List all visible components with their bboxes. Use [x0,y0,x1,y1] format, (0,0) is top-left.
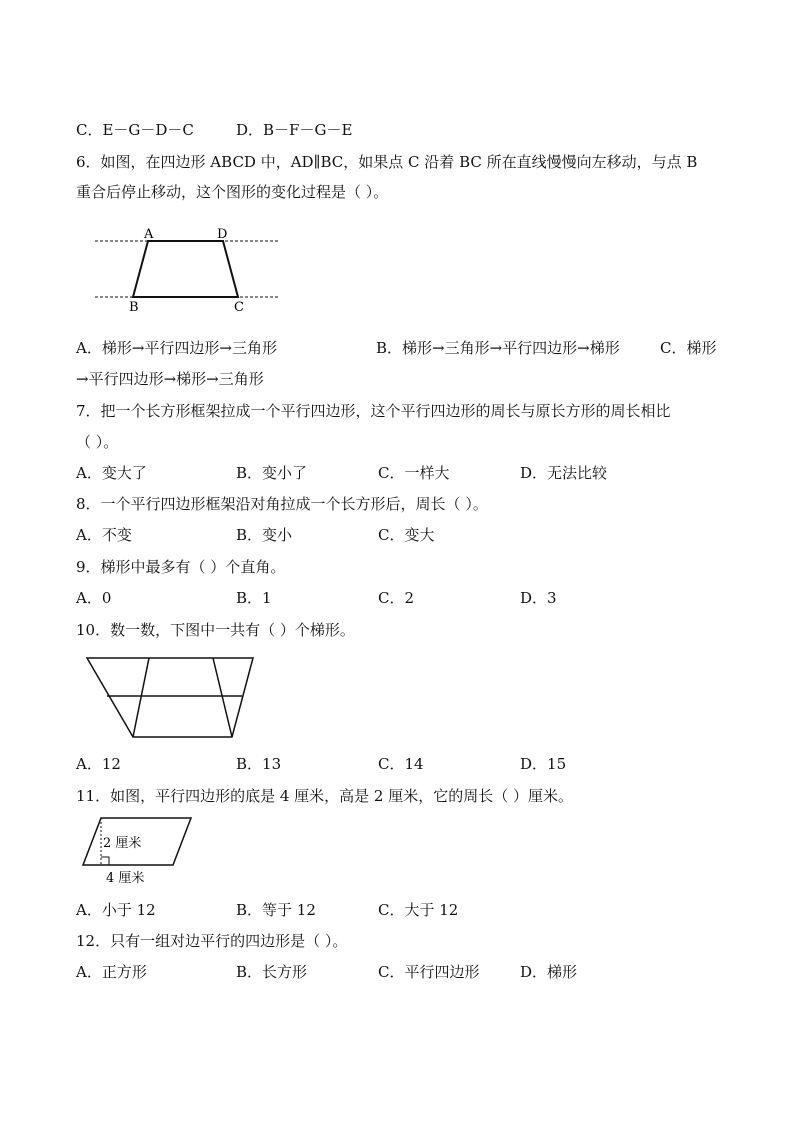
q10-option-b[interactable]: B．13 [236,755,282,773]
q5-option-d[interactable]: D．B－F－G－E [236,121,353,139]
q6-question-line1: 6．如图，在四边形 ABCD 中，AD∥BC，如果点 C 沿着 BC 所在直线慢慢向左移动，与点 B [76,153,698,171]
q12-question: 12．只有一组对边平行的四边形是（ ）。 [76,932,348,950]
q6-trapezoid-figure [90,225,290,315]
q12-option-a[interactable]: A．正方形 [76,963,147,981]
q7-option-c[interactable]: C．一样大 [378,464,450,482]
q9-option-c[interactable]: C．2 [378,589,415,607]
q6-question-line2: 重合后停止移动，这个图形的变化过程是（ ）。 [76,183,389,201]
q10-outer-trapezoid [87,658,253,737]
q6-option-a[interactable]: A．梯形→平行四边形→三角形 [76,339,277,357]
q7-option-a[interactable]: A．变大了 [76,464,147,482]
q11-height-label: 2 厘米 [103,836,142,851]
q6-option-c[interactable]: C．梯形 [660,339,717,357]
q10-left-inner-segment [133,658,149,737]
q8-option-b[interactable]: B．变小 [236,526,293,544]
q6-option-c-continued: →平行四边形→梯形→三角形 [76,370,264,388]
q12-option-d[interactable]: D．梯形 [520,963,578,981]
q6-trapezoid [133,241,238,297]
q10-option-c[interactable]: C．14 [378,755,424,773]
q11-question: 11．如图，平行四边形的底是 4 厘米，高是 2 厘米，它的周长（ ）厘米。 [76,787,574,805]
q11-base-label: 4 厘米 [106,871,145,886]
q11-option-c[interactable]: C．大于 12 [378,901,459,919]
q9-option-a[interactable]: A．0 [76,589,112,607]
q7-option-b[interactable]: B．变小了 [236,464,308,482]
q11-right-angle-mark [101,857,109,865]
q8-question: 8．一个平行四边形框架沿对角拉成一个长方形后，周长（ ）。 [76,495,488,513]
q11-option-b[interactable]: B．等于 12 [236,901,316,919]
q9-option-d[interactable]: D．3 [520,589,557,607]
q10-right-inner-segment [213,658,232,737]
q12-option-b[interactable]: B．长方形 [236,963,308,981]
q6-option-b[interactable]: B．梯形→三角形→平行四边形→梯形 [376,339,620,357]
q7-option-d[interactable]: D．无法比较 [520,464,608,482]
q6-label-b: B [129,300,139,315]
q9-option-b[interactable]: B．1 [236,589,272,607]
q6-label-d: D [217,227,228,242]
q8-option-c[interactable]: C．变大 [378,526,435,544]
q9-question: 9．梯形中最多有（ ）个直角。 [76,558,286,576]
q10-option-d[interactable]: D．15 [520,755,567,773]
q11-option-a[interactable]: A．小于 12 [76,901,156,919]
q10-question: 10．数一数，下图中一共有（ ）个梯形。 [76,621,355,639]
q6-label-a: A [144,227,154,242]
q8-option-a[interactable]: A．不变 [76,526,132,544]
q5-option-c[interactable]: C．E－G－D－C [76,121,194,139]
q7-question-line1: 7．把一个长方形框架拉成一个平行四边形，这个平行四边形的周长与原长方形的周长相比 [76,402,671,420]
q7-question-line2: （ ）。 [76,433,119,451]
q12-option-c[interactable]: C．平行四边形 [378,963,480,981]
q6-label-c: C [234,300,244,315]
q11-parallelogram-figure [80,815,200,887]
q10-option-a[interactable]: A．12 [76,755,121,773]
q10-trapezoid-figure [85,655,260,745]
